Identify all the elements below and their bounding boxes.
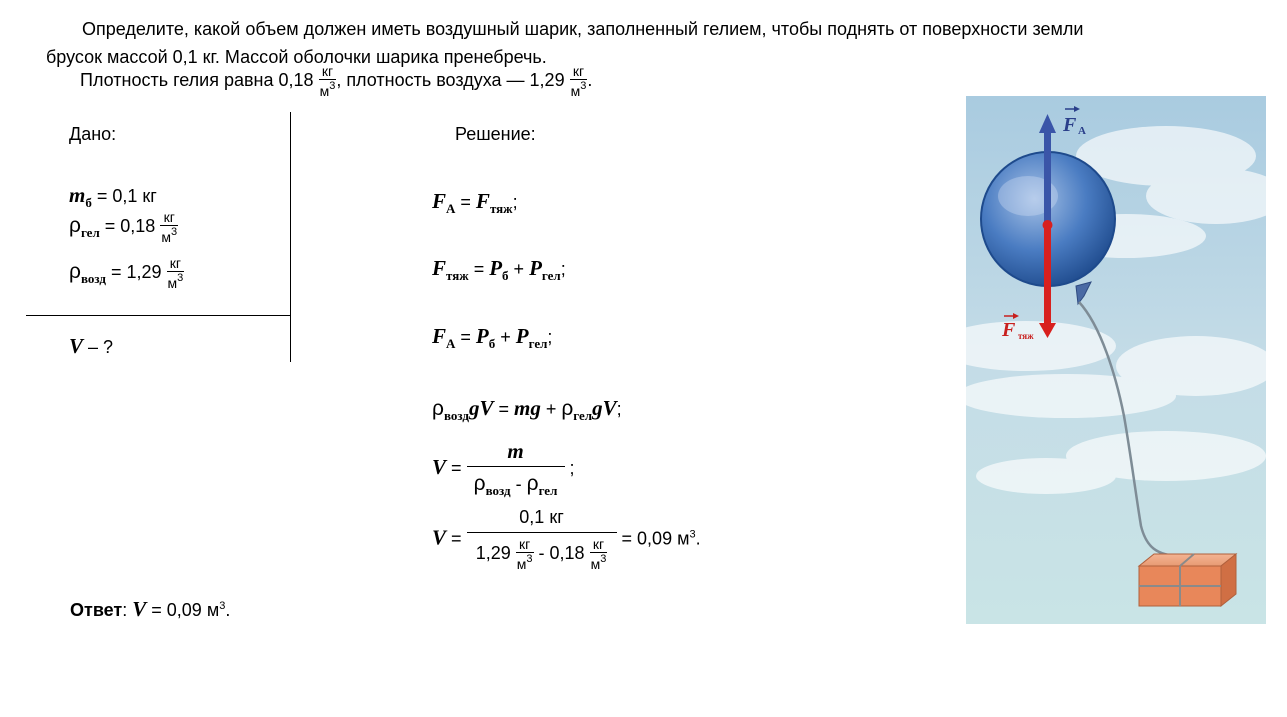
given-divider-vertical [290, 112, 291, 362]
equation-3: $F_А = P_б + P_{гел}$; [432, 324, 553, 351]
find-quantity: V – ? [69, 334, 114, 358]
equation-6-fraction: 0,1 кг 1,29 $\frac{кг}{м^3}$ - 0,18 $\frac{кг}{м^3}$ [467, 508, 617, 571]
balloon-illustration [966, 96, 1266, 624]
svg-text:F: F [1002, 319, 1016, 341]
brick-icon [1139, 554, 1236, 606]
svg-text:А: А [1078, 125, 1086, 137]
equation-4: $\rho_{возд}gV$ = mg + $\rho_{гел}gV$; [432, 396, 622, 423]
unit-fraction: $\frac{кг}{м^3}$ [161, 209, 178, 245]
problem-line-3-c: . [587, 69, 593, 90]
equation-5-fraction: $\frac{m}{\rho_{возд} - \rho_{гел}}$ [467, 441, 565, 497]
equation-2: $F_{тяж} = P_б + P_{гел}$; [432, 256, 566, 283]
answer: Ответ: V = 0,09 $м^3$. [70, 597, 231, 621]
unit-fraction: $\frac{кг}{м^3}$ [516, 536, 533, 572]
given-rho-vozd: $\rho_{возд} = 1,29$ $\frac{кг}{м^3}$ [69, 255, 184, 291]
solution-heading: Решение: [455, 124, 536, 144]
problem-line-2: брусок массой 0,1 кг. Массой оболочки шарика пренебречь. [46, 47, 547, 67]
unit-num: кг [319, 64, 337, 80]
given-heading: Дано: [69, 124, 117, 144]
equation-1: $F_А = F_{тяж}$; [432, 189, 518, 216]
problem-line-3-a: Плотность гелия равна 0,18 [80, 69, 314, 90]
given-mass: $m_б = 0,1$ кг [69, 183, 157, 210]
unit-den: $м^3$ [570, 80, 587, 99]
problem-line-3-b: , плотность воздуха — 1,29 [336, 69, 565, 90]
svg-text:F: F [1063, 114, 1077, 136]
equation-6: V = 0,1 кг 1,29 $\frac{кг}{м^3}$ - 0,18 $\frac{кг}{м^3}$ = 0,09 $м^3$. [432, 507, 701, 572]
unit-fraction: $\frac{кг}{м^3}$ [590, 536, 607, 572]
given-rho-gel: $\rho_{гел} = 0,18$ $\frac{кг}{м^3}$ [69, 209, 178, 245]
svg-text:тяж: тяж [1018, 331, 1034, 341]
problem-line-3 [80, 64, 592, 98]
unit-fraction [319, 64, 337, 98]
given-divider-horizontal [26, 315, 290, 316]
unit-den: $м^3$ [319, 80, 336, 99]
unit-fraction: $\frac{кг}{м^3}$ [167, 255, 184, 291]
equation-5: V = $\frac{m}{\rho_{возд} - \rho_{гел}}$ ; [432, 439, 575, 498]
unit-fraction [570, 64, 588, 98]
unit-num: кг [570, 64, 588, 80]
problem-line-1: Определите, какой объем должен иметь воздушный шарик, заполненный гелием, чтобы поднять от поверхности земли [82, 19, 1084, 39]
